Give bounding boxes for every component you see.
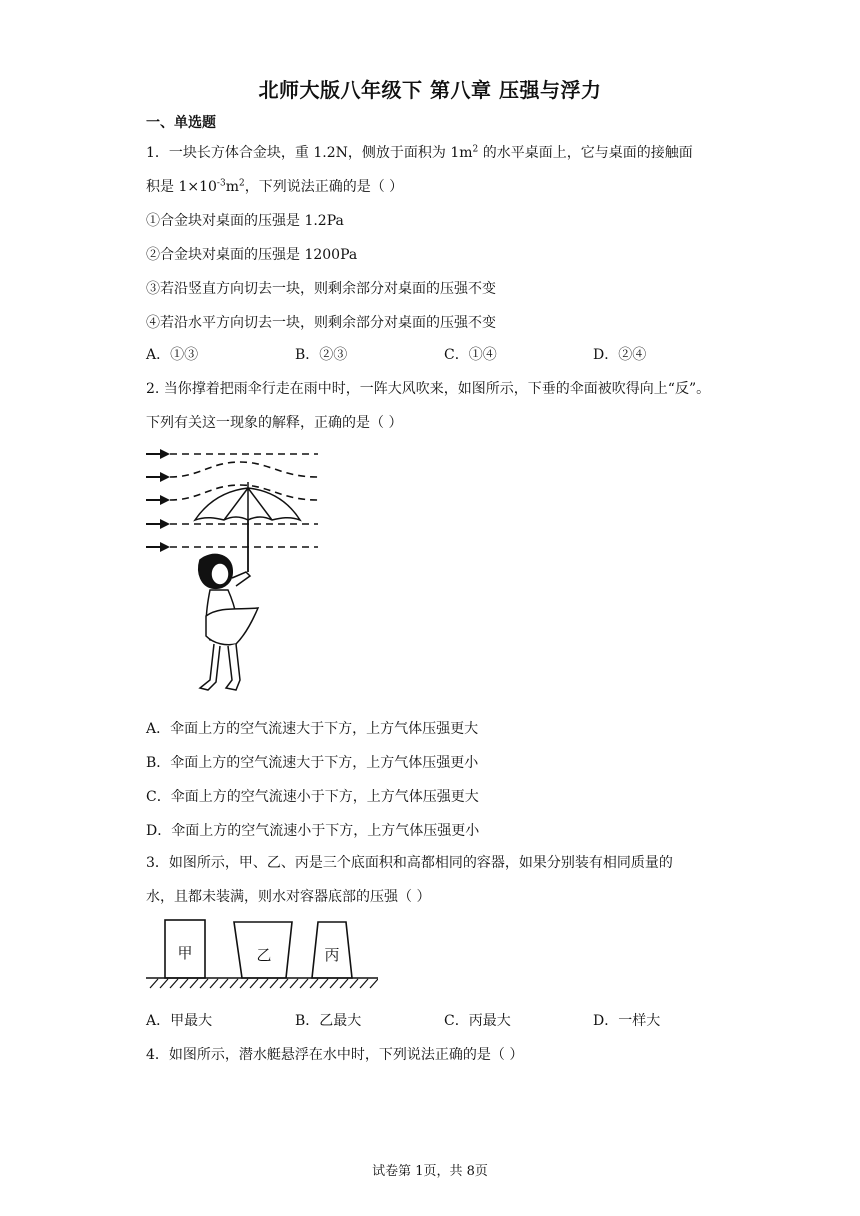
container-label-jia: 甲	[177, 944, 193, 962]
q1-stem-line2: 积是 $1\times 10^{-3}m^2$，下列说法正确的是（ ）	[146, 178, 404, 195]
q2-option-b[interactable]: B．伞面上方的空气流速大于下方，上方气体压强更小	[146, 755, 479, 771]
q1-statement-1: ①合金块对桌面的压强是 1.2Pa	[146, 213, 344, 229]
section-heading: 一、单选题	[146, 115, 216, 131]
q2-option-d[interactable]: D．伞面上方的空气流速小于下方，上方气体压强更小	[146, 823, 480, 839]
ground-hatching	[150, 979, 378, 988]
page-title: 北师大版八年级下 第八章 压强与浮力	[258, 78, 602, 102]
q4-stem-line1: 4．如图所示，潜水艇悬浮在水中时，下列说法正确的是（ ）	[146, 1047, 524, 1063]
q3-stem-line2: 水，且都未装满，则水对容器底部的压强（ ）	[146, 889, 431, 905]
q2-option-c[interactable]: C．伞面上方的空气流速小于下方，上方气体压强更大	[146, 789, 479, 805]
q1-option-d[interactable]: D．②④	[593, 347, 647, 363]
umbrella-wind-figure	[140, 440, 330, 702]
container-label-yi: 乙	[256, 946, 272, 964]
q3-option-b[interactable]: B．乙最大	[295, 1013, 362, 1029]
q1-option-c[interactable]: C．①④	[444, 347, 497, 363]
q1-stem-line1: 1．一块长方体合金块，重 1.2N，侧放于面积为 $1m^2$ 的水平桌面上，它与桌面的接触面	[146, 144, 693, 161]
q3-option-c[interactable]: C．丙最大	[444, 1013, 511, 1029]
q1-option-b[interactable]: B．②③	[295, 347, 348, 363]
page-footer: 试卷第 1页，共 8页	[372, 1164, 488, 1179]
q1-statement-3: ③若沿竖直方向切去一块，则剩余部分对桌面的压强不变	[146, 281, 496, 297]
q1-statement-2: ②合金块对桌面的压强是 1200Pa	[146, 247, 358, 263]
q2-stem-line1: 2. 当你撑着把雨伞行走在雨中时，一阵大风吹来，如图所示，下垂的伞面被吹得向上“反”。	[146, 381, 711, 397]
q2-option-a[interactable]: A．伞面上方的空气流速大于下方，上方气体压强更大	[146, 721, 479, 737]
q2-stem-line2: 下列有关这一现象的解释，正确的是（ ）	[146, 415, 403, 431]
container-label-bing: 丙	[324, 946, 340, 964]
q1-option-a[interactable]: A．①③	[146, 347, 199, 363]
q3-option-d[interactable]: D．一样大	[593, 1013, 661, 1029]
q1-statement-4: ④若沿水平方向切去一块，则剩余部分对桌面的压强不变	[146, 315, 496, 331]
q3-stem-line1: 3．如图所示，甲、乙、丙是三个底面积和高都相同的容器，如果分别装有相同质量的	[146, 855, 673, 871]
q3-option-a[interactable]: A．甲最大	[146, 1013, 213, 1029]
containers-figure	[146, 918, 378, 994]
